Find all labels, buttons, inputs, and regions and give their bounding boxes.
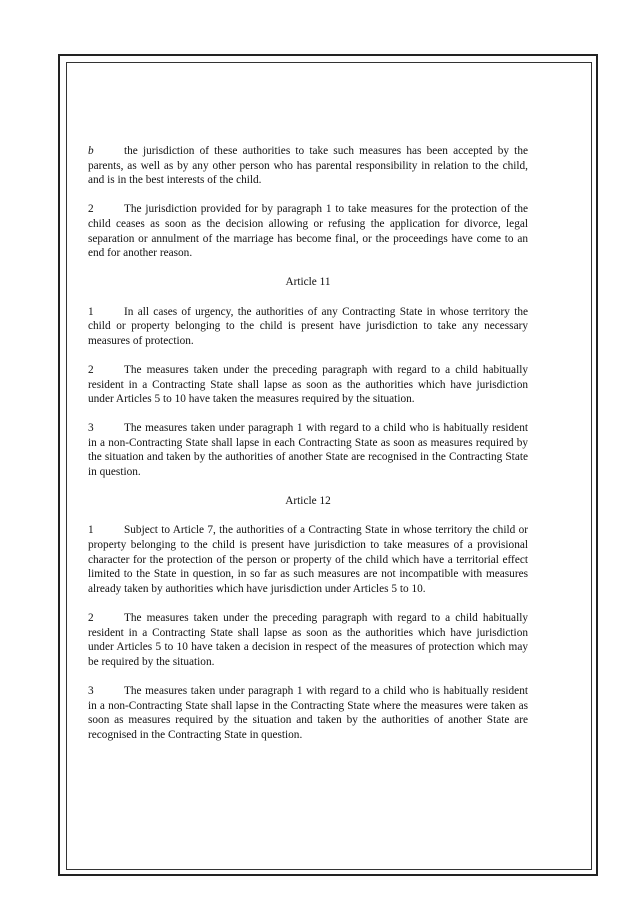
paragraph-b xyxy=(88,144,528,188)
article-11-paragraph-1 xyxy=(88,305,528,349)
article-11-paragraph-3 xyxy=(88,421,528,479)
paragraph-text: The measures taken under the preceding paragraph with regard to a child habitually resident in a Contracting State shall lapse as soon as the authorities which have jurisdiction under Articles 5 to 10 have taken the measures required by the situation. xyxy=(88,363,528,406)
paragraph-text: In all cases of urgency, the authorities of any Contracting State in whose territory the child or property belonging to the child is present have jurisdiction to take any necessary measures of protection. xyxy=(88,305,528,347)
article-11-paragraph-2 xyxy=(88,363,528,407)
paragraph-number: 3 xyxy=(88,684,94,697)
document-body xyxy=(88,144,528,742)
paragraph-number: 2 xyxy=(88,363,94,376)
paragraph-text: the jurisdiction of these authorities to take such measures has been accepted by the parents, as well as by any other person who has parental responsibility in relation to the child, and is in the best interests of the child. xyxy=(88,145,528,187)
paragraph-text: Subject to Article 7, the authorities of a Contracting State in whose territory the child or property belonging to the child is present have jurisdiction to take measures of a provisional character for the protection of the person or property of the child which have a territorial effect limited to the State in question, in so far as such measures are not incompatible with measures already taken by authorities which have jurisdiction under Articles 5 to 10. xyxy=(88,524,528,595)
article-12-paragraph-2 xyxy=(88,611,528,669)
paragraph-2 xyxy=(88,202,528,260)
paragraph-number: b xyxy=(88,145,94,157)
article-12-heading: Article 12 xyxy=(285,495,331,508)
article-11-heading: Article 11 xyxy=(285,276,331,289)
paragraph-number: 3 xyxy=(88,422,94,435)
paragraph-text: The measures taken under paragraph 1 with regard to a child who is habitually resident in a non-Contracting State shall lapse in each Contracting State as soon as measures required by the situation and taken by the authorities of another State are recognised in the Contracting State in question. xyxy=(88,422,528,479)
paragraph-text: The measures taken under the preceding paragraph with regard to a child habitually resident in a Contracting State shall lapse as soon as the authorities which have jurisdiction under Articles 5 to 10 have taken a decision in respect of the measures of protection which may be required by the situation. xyxy=(88,612,528,668)
article-12-paragraph-3 xyxy=(88,684,528,742)
paragraph-number: 1 xyxy=(88,305,94,318)
paragraph-number: 1 xyxy=(88,524,94,537)
paragraph-number: 2 xyxy=(88,612,94,624)
paragraph-text: The measures taken under paragraph 1 with regard to a child who is habitually resident in a non-Contracting State shall lapse in the Contracting State where the measures were taken as soon as measures required by the situation and taken by the authorities of another State are recognised in the Contracting State in question. xyxy=(88,684,528,741)
paragraph-number: 2 xyxy=(88,203,94,216)
article-12-paragraph-1 xyxy=(88,523,528,596)
paragraph-text: The jurisdiction provided for by paragraph 1 to take measures for the protection of the child ceases as soon as the decision allowing or refusing the application for divorce, legal separation or annulment of the marriage has become final, or the proceedings have come to an end for another reason. xyxy=(88,203,528,260)
